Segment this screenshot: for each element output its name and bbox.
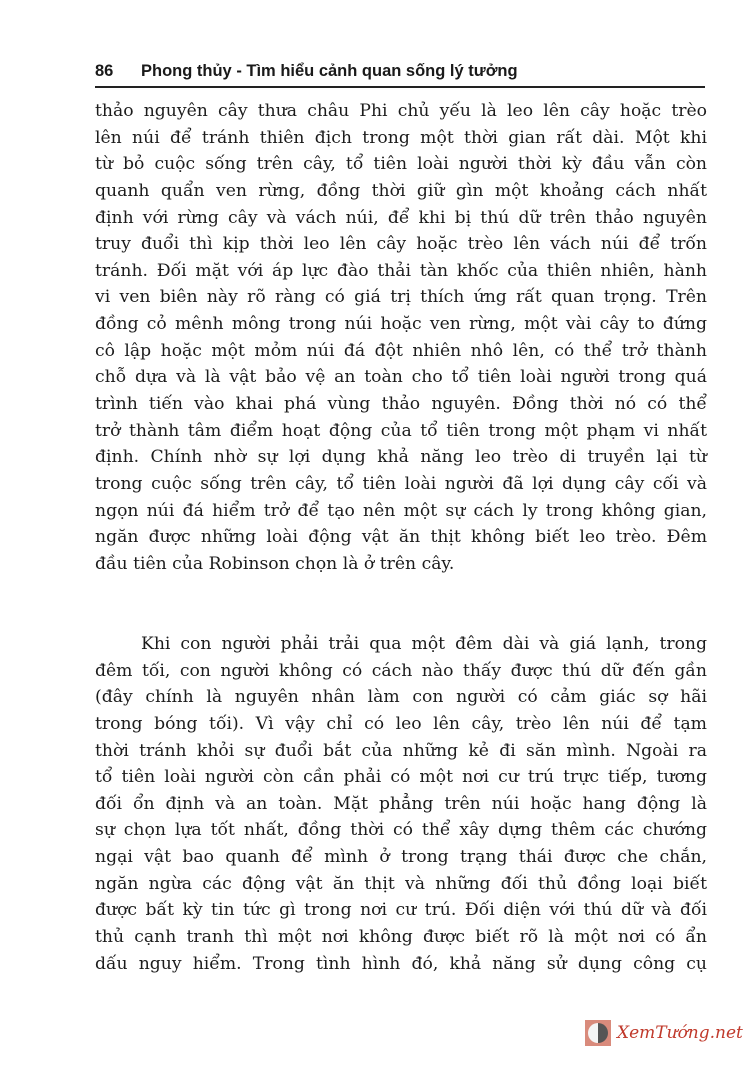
watermark-logo [585,1018,745,1048]
text-line: định. Chính nhờ sự lợi dụng khả năng leo trèo di truyền lại từ [95,447,707,468]
text-line: ngăn được những loài động vật ăn thịt không biết leo trèo. Đêm [95,527,707,548]
text-line: thảo nguyên cây thưa châu Phi chủ yếu là leo lên cây hoặc trèo [95,101,707,121]
text-line: truy đuổi thì kịp thời leo lên cây hoặc trèo lên vách núi để trốn [95,234,707,255]
watermark-text: XemTướng.net [617,1023,743,1043]
text-line: thủ cạnh tranh thì một nơi không được biết rõ là một nơi có ẩn [95,927,707,948]
text-line: chỗ dựa và là vật bảo vệ an toàn cho tổ tiên loài người trong quá [95,367,707,388]
text-line: quanh quẩn ven rừng, đồng thời giữ gìn một khoảng cách nhất [95,180,707,201]
text-line: lên núi để tránh thiên địch trong một thời gian rất dài. Một khi [95,127,707,148]
running-header [95,62,705,86]
text-line: định với rừng cây và vách núi, để khi bị thú dữ trên thảo nguyên [95,207,707,228]
yin-yang-icon [585,1020,611,1046]
text-line: được bất kỳ tin tức gì trong nơi cư trú. Đối diện với thú dữ và đối [95,900,707,921]
paragraph-2 [95,631,707,977]
text-line: thời tránh khỏi sự đuổi bắt của những kẻ đi săn mình. Ngoài ra [95,740,707,761]
text-line: đầu tiên của Robinson chọn là ở trên cây. [95,553,455,574]
text-line: ngại vật bao quanh để mình ở trong trạng thái được che chắn, [95,847,707,868]
page-number: 86 [95,62,114,80]
text-line: đối ổn định và an toàn. Mặt phẳng trên núi hoặc hang động là [95,793,707,814]
text-line: đồng cỏ mênh mông trong núi hoặc ven rừng, một vài cây to đứng [95,314,707,335]
text-line: trong bóng tối). Vì vậy chỉ có leo lên cây, trèo lên núi để tạm [95,713,707,734]
header-rule [95,86,705,88]
book-title: Phong thủy - Tìm hiểu cảnh quan sống lý tưởng [141,62,518,80]
text-line: cô lập hoặc một mỏm núi đá đột nhiên nhô lên, có thể trở thành [95,340,707,361]
text-line: từ bỏ cuộc sống trên cây, tổ tiên loài người thời kỳ đầu vẫn còn [95,154,707,175]
text-line: trình tiến vào khai phá vùng thảo nguyên. Đồng thời nó có thể [95,394,707,415]
text-line: ngọn núi đá hiểm trở để tạo nên một sự cách ly trong không gian, [95,500,707,521]
text-line: đêm tối, con người không có cách nào thấy được thú dữ đến gần [95,660,707,681]
text-line: tổ tiên loài người còn cần phải có một nơi cư trú trực tiếp, tương [95,767,707,788]
text-line: dấu nguy hiểm. Trong tình hình đó, khả năng sử dụng công cụ [95,953,707,974]
text-line: (đây chính là nguyên nhân làm con người có cảm giác sợ hãi [95,687,707,708]
text-line: sự chọn lựa tốt nhất, đồng thời có thể xây dựng thêm các chướng [95,820,707,841]
text-line: trở thành tâm điểm hoạt động của tổ tiên trong một phạm vi nhất [95,420,707,441]
paragraph-1 [95,98,707,578]
text-line: Khi con người phải trải qua một đêm dài và giá lạnh, trong [141,634,707,654]
text-line: trong cuộc sống trên cây, tổ tiên loài người đã lợi dụng cây cối và [95,473,707,494]
text-line: vi ven biên này rõ ràng có giá trị thích ứng rất quan trọng. Trên [95,287,707,308]
text-line: tránh. Đối mặt với áp lực đào thải tàn khốc của thiên nhiên, hành [95,260,707,281]
text-line: ngăn ngừa các động vật ăn thịt và những đối thủ đồng loại biết [95,873,707,894]
